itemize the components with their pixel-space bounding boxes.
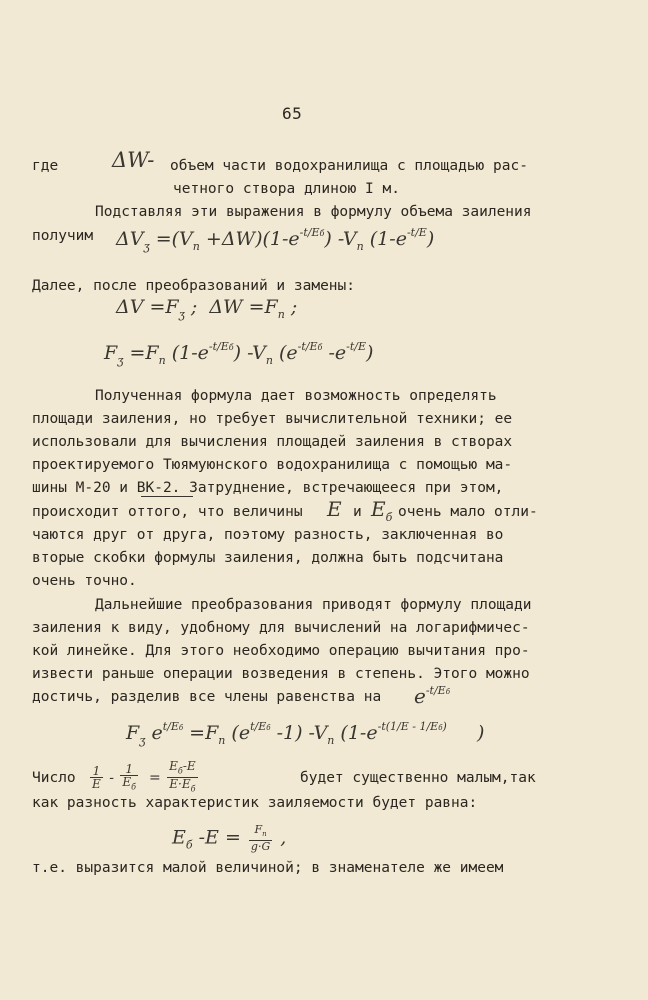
formula-divisor: $e^{-t/Eб}$: [414, 684, 450, 708]
symbol-e-b: $E_б$: [371, 497, 393, 524]
text-line: Число: [32, 770, 76, 786]
text-line: будет существенно малым,так: [300, 770, 536, 786]
text-line: Дальнейшие преобразования приводят формулу площади: [95, 597, 532, 613]
formula-characteristic-difference: $E_б$ -E = $\frac{F_n}{g\cdot G}$ ,: [172, 823, 287, 854]
formula-substitution: $\Delta V =F_ʒ$ ; $\Delta W =F_n$ ;: [116, 296, 298, 321]
text-line: где: [32, 158, 59, 174]
text-line: и: [353, 504, 362, 520]
text-line: извести раньше операции возведения в степень. Этого можно: [32, 666, 530, 682]
page-number: 65: [282, 104, 303, 123]
symbol-e: E: [327, 497, 342, 521]
formula-area: $F_ʒ =F_n$ $(1-e^{-t/Eб})$ $-V_n$ ($e^{-t/Eб}$ $-e^{-t/E}$): [104, 340, 374, 367]
text-line: объем части водохранилища с площадью рас-: [170, 158, 528, 174]
formula-delta-w: [112, 148, 154, 172]
formula-difference: $\frac{1}{E}$ - $\frac{1}{E_б}$ = $\frac{E_б-E}{E\cdot E_б}$: [92, 759, 196, 794]
text-line: площади заиления, но требует вычислительной техники; ее: [32, 411, 513, 427]
text-line: Полученная формула дает возможность определять: [95, 388, 497, 404]
formula-volume: $\Delta V_ʒ =(V_n +\Delta W)(1-e^{-t/Eб})$ $-V_n$ $(1-e^{-t/E})$: [116, 226, 435, 253]
text-line: т.е. выразится малой величиной; в знаменателе же имеем: [32, 860, 504, 876]
text-line: использовали для вычисления площадей заиления в створах: [32, 434, 513, 450]
text-line: Далее, после преобразований и замены:: [32, 278, 356, 294]
text-line: шины М-20 и ВК-2. Затруднение, встречающееся при этом,: [32, 480, 504, 496]
text-line: вторые скобки формулы заиления, должна быть подсчитана: [32, 550, 504, 566]
text-line: происходит оттого, что величины: [32, 504, 303, 520]
text-line: четного створа длиною I м.: [173, 181, 400, 197]
text-line: как разность характеристик заиляемости будет равна:: [32, 795, 478, 811]
text-line: достичь, разделив все члены равенства на: [32, 689, 382, 705]
text-line: проектируемого Тюямуюнского водохранилища с помощью ма-: [32, 457, 513, 473]
formula-transformed: $F_ʒ$ $e^{t/Eб} =F_n$ ($e^{t/Eб}$ -1) $-V_n$ ($1-e^{-t(1/E - 1/Eб)}$ ): [126, 720, 485, 747]
text-line: очень точно.: [32, 573, 137, 589]
text-line: кой линейке. Для этого необходимо операцию вычитания про-: [32, 643, 530, 659]
text-line: очень мало отли-: [398, 504, 538, 520]
text-line: получим: [32, 228, 94, 244]
formula-delta-w-text: ΔW-: [112, 148, 155, 172]
text-line: Подставляя эти выражения в формулу объема заиления: [95, 204, 532, 220]
underline-vk2: [141, 496, 193, 497]
text-line: чаются друг от друга, поэтому разность, заключенная во: [32, 527, 504, 543]
text-line: заиления к виду, удобному для вычислений на логарифмичес-: [32, 620, 530, 636]
